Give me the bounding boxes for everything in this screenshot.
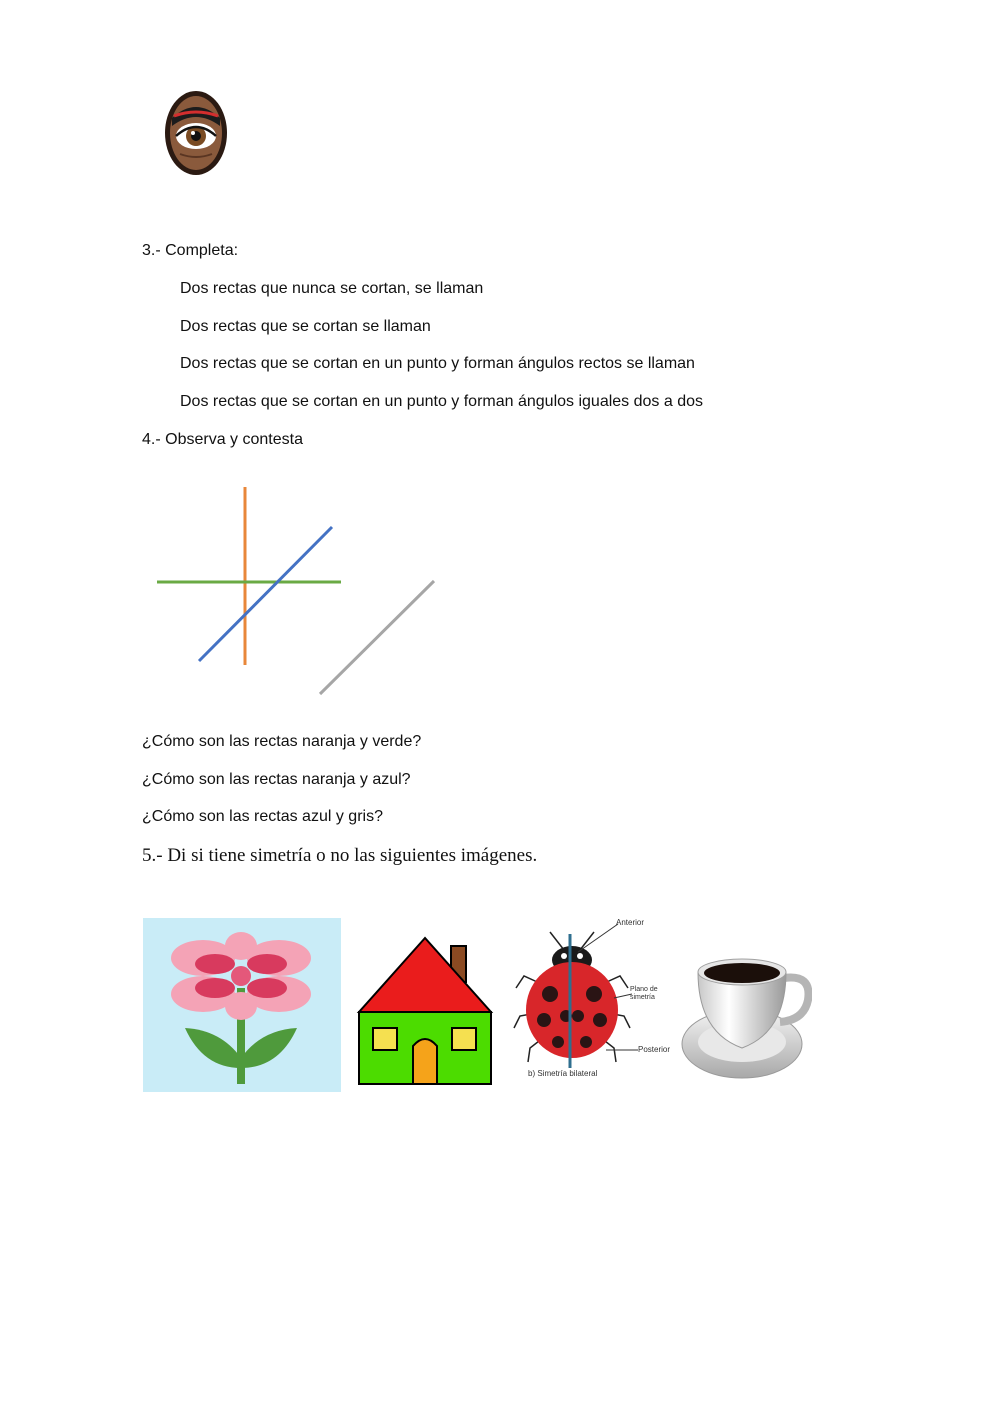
completion-item-oblique: Dos rectas que se cortan en un punto y forman ángulos iguales dos a dos: [180, 393, 703, 410]
question-blue-gray: ¿Cómo son las rectas azul y gris?: [142, 808, 383, 825]
coffee-cup-icon: [680, 948, 812, 1084]
completion-item-parallel: Dos rectas que nunca se cortan, se llaman: [180, 280, 484, 297]
ladybug-icon: [506, 916, 676, 1086]
ladybug-label-middle: Plano de simetría: [630, 986, 658, 1001]
house-icon: [356, 936, 494, 1088]
question-orange-blue: ¿Cómo son las rectas naranja y azul?: [142, 771, 411, 788]
ladybug-label-top: Anterior: [616, 918, 645, 927]
blue-line: [199, 527, 332, 661]
ladybug-caption: b) Simetría bilateral: [528, 1069, 598, 1078]
section-4-heading: 4.- Observa y contesta: [142, 431, 303, 448]
lines-diagram: [140, 480, 450, 700]
question-orange-green: ¿Cómo son las rectas naranja y verde?: [142, 733, 422, 750]
eye-icon: [162, 88, 230, 178]
completion-item-perpendicular: Dos rectas que se cortan en un punto y forman ángulos rectos se llaman: [180, 355, 695, 372]
completion-item-secant: Dos rectas que se cortan se llaman: [180, 318, 431, 335]
flower-icon: [143, 918, 341, 1092]
gray-line: [320, 581, 434, 694]
section-3-heading: 3.- Completa:: [142, 242, 239, 259]
section-5-heading: 5.- Di si tiene simetría o no las siguientes imágenes.: [142, 845, 538, 866]
ladybug-label-bottom: Posterior: [638, 1045, 671, 1054]
